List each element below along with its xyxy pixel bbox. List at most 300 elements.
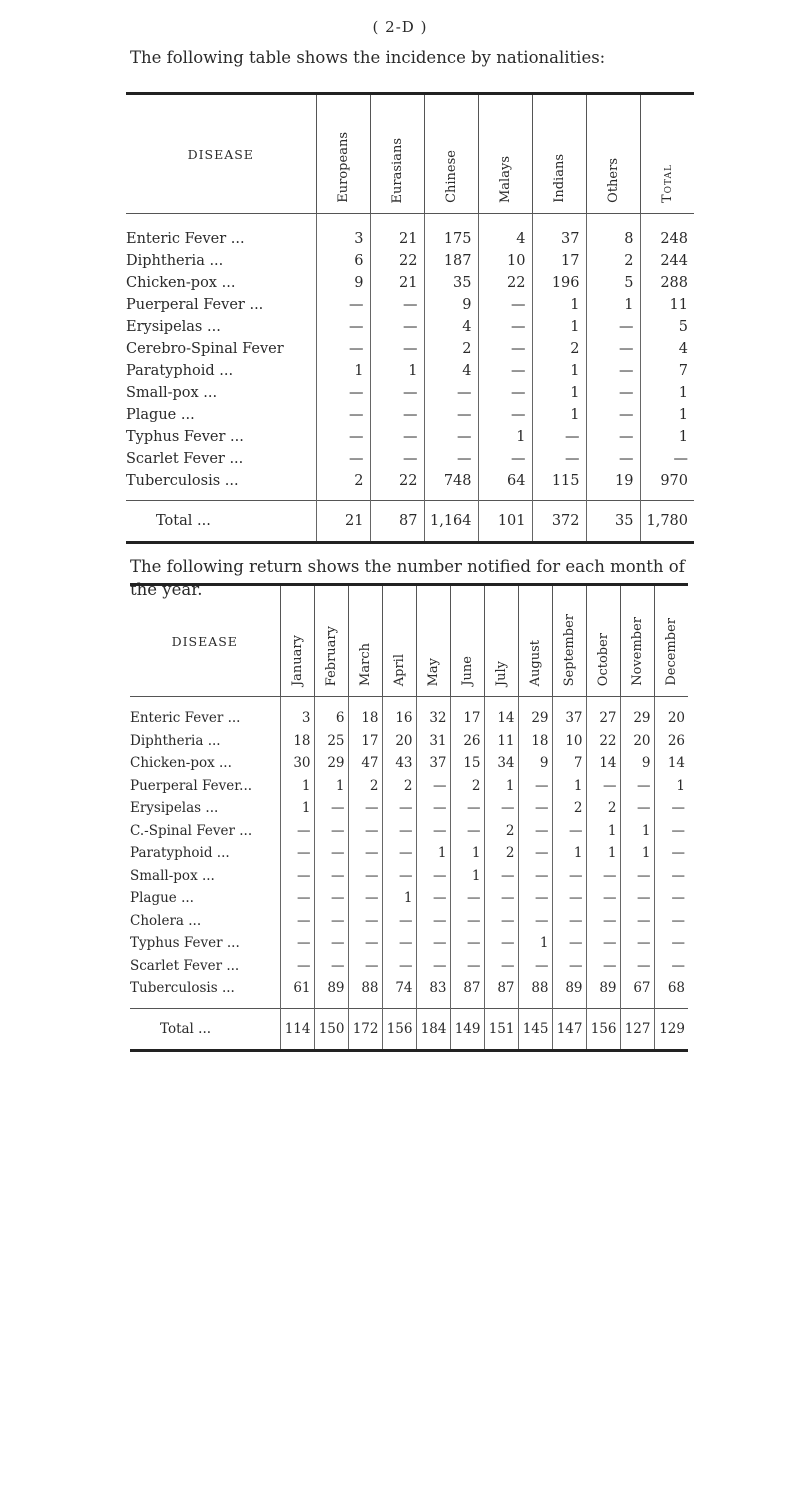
column-label: Europeans [335,132,351,203]
table-row [130,842,688,865]
cell-total: 11 [640,294,694,316]
cell-june: — [450,932,484,955]
cell-may: — [416,932,450,955]
cell-july: — [484,865,518,888]
disease-name: Typhus Fever ... [130,935,240,951]
table-row [130,910,688,933]
cell-march: — [348,865,382,888]
cell-april: — [382,932,416,955]
cell-may: — [416,865,450,888]
cell-october: 1 [586,820,620,843]
cell-europeans: — [316,448,370,470]
cell-june: 2 [450,775,484,798]
disease-name: Scarlet Fever ... [130,957,240,974]
total-label: Total ... [130,1008,280,1049]
column-header-june [450,586,484,697]
table-row [130,865,688,888]
cell-chinese: 4 [424,360,478,382]
table-row [126,294,694,316]
cell-may: 37 [416,752,450,775]
cell-december: — [654,910,688,933]
column-label: Total [659,163,675,203]
total-september: 147 [552,1008,586,1049]
cell-may: — [416,775,450,798]
table-row [130,775,688,798]
cell-others: — [586,426,640,448]
cell-may: — [416,820,450,843]
disease-name: Puerperal Fever... [130,777,253,794]
table-row [130,752,688,775]
cell-may: 83 [416,977,450,1008]
cell-august: 18 [518,730,552,753]
cell-august: — [518,865,552,888]
cell-october: 14 [586,752,620,775]
column-label: December [663,618,679,686]
column-label: June [459,656,475,686]
cell-february: — [314,842,348,865]
cell-september: — [552,910,586,933]
cell-february: 1 [314,775,348,798]
table-row [130,887,688,910]
cell-november: — [620,865,654,888]
total-july: 151 [484,1008,518,1049]
table-row [126,404,694,426]
column-header-april [382,586,416,697]
cell-september: 1 [552,842,586,865]
cell-total: 248 [640,214,694,251]
cell-eurasians: 1 [370,360,424,382]
disease-name: Tuberculosis ... [126,473,239,489]
disease-name: Cerebro-Spinal Fever [126,341,284,357]
table-row [126,470,694,501]
total-others: 35 [586,501,640,542]
total-december: 129 [654,1008,688,1049]
column-label: Malays [497,156,513,203]
cell-indians: — [532,426,586,448]
cell-april: 16 [382,697,416,730]
cell-march: — [348,797,382,820]
cell-december: — [654,820,688,843]
cell-december: 26 [654,730,688,753]
cell-indians: 1 [532,360,586,382]
table-row [130,932,688,955]
cell-malays: 1 [478,426,532,448]
cell-july: 1 [484,775,518,798]
cell-indians: 1 [532,316,586,338]
intro-nationalities: The following table shows the incidence by nationalities: [130,48,606,67]
cell-eurasians: 22 [370,470,424,501]
cell-april: 43 [382,752,416,775]
total-june: 149 [450,1008,484,1049]
column-header-may [416,586,450,697]
cell-april: — [382,865,416,888]
cell-may: — [416,797,450,820]
table-row [130,697,688,730]
cell-march: — [348,820,382,843]
cell-december: — [654,797,688,820]
column-header-indians [532,95,586,214]
cell-january: 3 [280,697,314,730]
cell-eurasians: — [370,426,424,448]
cell-november: 29 [620,697,654,730]
disease-name: Tuberculosis ... [130,980,235,996]
cell-may: 32 [416,697,450,730]
cell-october: 89 [586,977,620,1008]
cell-september: 89 [552,977,586,1008]
cell-june: — [450,820,484,843]
cell-july: 87 [484,977,518,1008]
cell-others: — [586,316,640,338]
column-label: February [323,625,339,686]
cell-october: — [586,932,620,955]
cell-eurasians: 22 [370,250,424,272]
disease-name: Typhus Fever ... [126,429,244,445]
cell-march: 17 [348,730,382,753]
cell-october: — [586,910,620,933]
cell-malays: — [478,338,532,360]
cell-january: — [280,910,314,933]
disease-name: Puerperal Fever ... [126,297,264,313]
cell-december: — [654,887,688,910]
cell-others: 19 [586,470,640,501]
cell-april: — [382,842,416,865]
cell-january: 30 [280,752,314,775]
cell-others: 8 [586,214,640,251]
cell-europeans: 9 [316,272,370,294]
table-row [130,797,688,820]
cell-august: 1 [518,932,552,955]
cell-february: — [314,955,348,978]
cell-total: 1 [640,404,694,426]
cell-june: 87 [450,977,484,1008]
cell-indians: 1 [532,294,586,316]
cell-chinese: 187 [424,250,478,272]
cell-november: 67 [620,977,654,1008]
column-header-total [640,95,694,214]
cell-january: 1 [280,775,314,798]
page-number: ( 2-D ) [372,18,428,36]
column-label: Indians [551,154,567,203]
table-row [126,272,694,294]
cell-november: — [620,932,654,955]
cell-europeans: — [316,404,370,426]
disease-name: Cholera ... [130,912,202,929]
cell-malays: — [478,382,532,404]
column-header-december [654,586,688,697]
cell-eurasians: — [370,404,424,426]
cell-july: 11 [484,730,518,753]
cell-july: 2 [484,820,518,843]
disease-name: Diphtheria ... [130,732,221,749]
disease-name: Diphtheria ... [126,253,224,269]
table-row [130,977,688,1008]
cell-chinese: 4 [424,316,478,338]
cell-malays: 4 [478,214,532,251]
cell-march: — [348,932,382,955]
cell-september: — [552,820,586,843]
cell-indians: 115 [532,470,586,501]
cell-december: 20 [654,697,688,730]
column-header-eurasians [370,95,424,214]
cell-total: 4 [640,338,694,360]
disease-header: DISEASE [126,95,316,214]
cell-june: 26 [450,730,484,753]
column-label: August [527,639,543,686]
cell-march: 18 [348,697,382,730]
disease-name: Paratyphoid ... [126,363,234,379]
disease-name: Chicken-pox ... [126,275,236,291]
cell-july: — [484,955,518,978]
cell-europeans: — [316,294,370,316]
total-europeans: 21 [316,501,370,542]
cell-august: — [518,955,552,978]
cell-eurasians: — [370,294,424,316]
column-label: Others [605,158,621,203]
cell-others: 2 [586,250,640,272]
total-february: 150 [314,1008,348,1049]
cell-january: 18 [280,730,314,753]
cell-total: 7 [640,360,694,382]
cell-chinese: — [424,404,478,426]
column-header-october [586,586,620,697]
cell-october: — [586,775,620,798]
cell-march: — [348,842,382,865]
cell-december: 68 [654,977,688,1008]
table-row [126,448,694,470]
cell-december: — [654,955,688,978]
cell-july: 14 [484,697,518,730]
cell-may: — [416,955,450,978]
cell-june: — [450,910,484,933]
cell-september: — [552,887,586,910]
cell-december: — [654,865,688,888]
cell-may: — [416,910,450,933]
cell-october: 1 [586,842,620,865]
cell-chinese: 2 [424,338,478,360]
cell-malays: — [478,404,532,426]
cell-europeans: — [316,426,370,448]
cell-indians: — [532,448,586,470]
cell-europeans: — [316,382,370,404]
cell-indians: 2 [532,338,586,360]
cell-january: — [280,955,314,978]
cell-june: 1 [450,865,484,888]
disease-name: Enteric Fever ... [126,231,245,247]
cell-indians: 17 [532,250,586,272]
column-header-march [348,586,382,697]
cell-eurasians: 21 [370,272,424,294]
disease-name: Scarlet Fever ... [126,451,244,467]
cell-april: — [382,910,416,933]
cell-november: 9 [620,752,654,775]
disease-name: C.-Spinal Fever ... [130,822,253,839]
table-row [126,338,694,360]
cell-april: — [382,797,416,820]
cell-august: — [518,842,552,865]
cell-may: 1 [416,842,450,865]
cell-november: — [620,955,654,978]
cell-total: — [640,448,694,470]
cell-april: — [382,820,416,843]
disease-header: DISEASE [130,586,280,697]
cell-may: 31 [416,730,450,753]
column-header-february [314,586,348,697]
total-malays: 101 [478,501,532,542]
cell-indians: 1 [532,404,586,426]
cell-july: — [484,910,518,933]
cell-february: — [314,910,348,933]
cell-october: 2 [586,797,620,820]
cell-eurasians: 21 [370,214,424,251]
cell-december: — [654,932,688,955]
cell-march: 2 [348,775,382,798]
column-label: July [493,660,509,686]
disease-name: Small-pox ... [126,385,218,401]
monthly-table [130,583,688,1052]
cell-total: 1 [640,382,694,404]
total-may: 184 [416,1008,450,1049]
cell-november: 1 [620,820,654,843]
cell-indians: 196 [532,272,586,294]
total-indians: 372 [532,501,586,542]
table-row [126,214,694,251]
cell-april: — [382,955,416,978]
column-label: April [391,653,407,686]
cell-july: — [484,797,518,820]
cell-october: 27 [586,697,620,730]
cell-europeans: 3 [316,214,370,251]
column-label: March [357,643,373,686]
cell-europeans: 1 [316,360,370,382]
cell-chinese: — [424,382,478,404]
cell-total: 288 [640,272,694,294]
disease-name: Erysipelas ... [126,319,221,335]
cell-europeans: 2 [316,470,370,501]
cell-august: — [518,887,552,910]
total-october: 156 [586,1008,620,1049]
cell-january: 1 [280,797,314,820]
cell-august: — [518,797,552,820]
cell-february: 25 [314,730,348,753]
cell-total: 970 [640,470,694,501]
table-row [126,426,694,448]
cell-chinese: — [424,448,478,470]
cell-others: 5 [586,272,640,294]
cell-others: — [586,360,640,382]
cell-june: — [450,797,484,820]
disease-name: Small-pox ... [130,867,215,884]
table-row [126,250,694,272]
cell-february: — [314,887,348,910]
cell-chinese: 748 [424,470,478,501]
table-row [126,316,694,338]
cell-october: — [586,887,620,910]
cell-september: — [552,955,586,978]
cell-january: 61 [280,977,314,1008]
cell-september: 7 [552,752,586,775]
cell-eurasians: — [370,316,424,338]
disease-name: Plague ... [126,407,195,423]
cell-june: 17 [450,697,484,730]
cell-chinese: 9 [424,294,478,316]
cell-january: — [280,842,314,865]
cell-november: 1 [620,842,654,865]
cell-malays: 22 [478,272,532,294]
cell-july: — [484,887,518,910]
column-label: May [425,657,441,686]
column-label: Eurasians [389,137,405,203]
column-header-january [280,586,314,697]
column-header-august [518,586,552,697]
cell-august: 29 [518,697,552,730]
cell-march: — [348,887,382,910]
cell-may: — [416,887,450,910]
cell-april: 20 [382,730,416,753]
total-eurasians: 87 [370,501,424,542]
cell-june: — [450,955,484,978]
cell-january: — [280,932,314,955]
column-header-november [620,586,654,697]
cell-eurasians: — [370,338,424,360]
total-august: 145 [518,1008,552,1049]
cell-december: — [654,842,688,865]
column-header-july [484,586,518,697]
cell-malays: 10 [478,250,532,272]
cell-others: — [586,448,640,470]
total-chinese: 1,164 [424,501,478,542]
column-label: November [629,617,645,686]
cell-november: 20 [620,730,654,753]
cell-september: 37 [552,697,586,730]
cell-malays: — [478,448,532,470]
intro-months: The following return shows the number notified for each month of the year. [130,557,685,599]
column-label: September [561,613,577,686]
cell-total: 5 [640,316,694,338]
nationalities-table [126,92,694,544]
column-header-europeans [316,95,370,214]
total-total: 1,780 [640,501,694,542]
table-row [130,955,688,978]
column-header-malays [478,95,532,214]
cell-october: 22 [586,730,620,753]
table-row [130,820,688,843]
cell-february: 6 [314,697,348,730]
cell-april: 1 [382,887,416,910]
cell-august: 9 [518,752,552,775]
cell-february: 89 [314,977,348,1008]
disease-name: Enteric Fever ... [130,710,241,726]
cell-september: — [552,865,586,888]
cell-indians: 1 [532,382,586,404]
cell-february: 29 [314,752,348,775]
total-label: Total ... [126,501,316,542]
cell-february: — [314,865,348,888]
cell-europeans: — [316,316,370,338]
cell-malays: 64 [478,470,532,501]
column-header-september [552,586,586,697]
cell-others: — [586,338,640,360]
cell-europeans: — [316,338,370,360]
cell-eurasians: — [370,448,424,470]
column-label: October [595,632,611,686]
table-row [126,382,694,404]
cell-october: — [586,955,620,978]
disease-name: Erysipelas ... [130,800,219,816]
cell-others: 1 [586,294,640,316]
cell-july: 2 [484,842,518,865]
cell-march: 47 [348,752,382,775]
disease-name: Plague ... [130,890,194,906]
